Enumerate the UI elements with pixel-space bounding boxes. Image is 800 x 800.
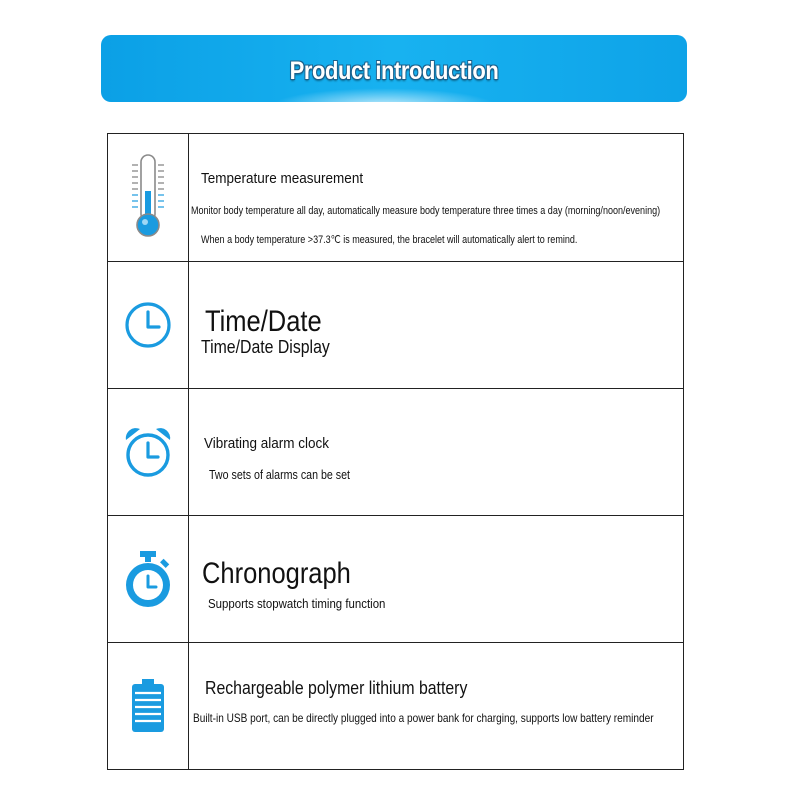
feature-table (107, 133, 684, 772)
page-title: Product introduction (289, 57, 499, 85)
feature-title: Time/Date (205, 305, 322, 338)
stopwatch-icon (121, 549, 175, 609)
alarm-clock-icon (120, 424, 176, 480)
row-right-border (683, 515, 684, 642)
row-right-border (683, 388, 684, 515)
feature-icon-cell (107, 515, 189, 642)
feature-row-alarm (107, 388, 684, 516)
row-right-border (683, 261, 684, 388)
battery-icon (128, 678, 168, 734)
feature-description: Two sets of alarms can be set (209, 467, 351, 482)
feature-title: Rechargeable polymer lithium battery (205, 678, 468, 698)
feature-title: Vibrating alarm clock (204, 435, 330, 452)
feature-icon-cell (107, 261, 189, 388)
feature-description: Supports stopwatch timing function (208, 596, 386, 611)
feature-title: Chronograph (202, 557, 351, 590)
thermometer-icon (128, 153, 168, 243)
feature-description: Monitor body temperature all day, automatically measure body temperature three times a day (morning/noon/evening) (191, 205, 661, 217)
feature-row-battery (107, 642, 684, 770)
feature-description: Time/Date Display (201, 337, 330, 357)
feature-icon-cell (107, 134, 189, 261)
row-right-border (683, 134, 684, 261)
feature-icon-cell (107, 642, 189, 769)
row-right-border (683, 642, 684, 769)
feature-icon-cell (107, 388, 189, 515)
header-banner (101, 35, 687, 102)
feature-row-chronograph (107, 515, 684, 643)
feature-row-time-date (107, 261, 684, 389)
feature-row-temperature (107, 134, 684, 262)
feature-title: Temperature measurement (201, 170, 364, 187)
clock-icon (123, 300, 173, 350)
feature-description: Built-in USB port, can be directly plugged into a power bank for charging, supports low battery reminder (193, 711, 654, 725)
feature-description: When a body temperature >37.3℃ is measured, the bracelet will automatically alert to remind. (201, 234, 578, 246)
banner-highlight (271, 88, 497, 102)
